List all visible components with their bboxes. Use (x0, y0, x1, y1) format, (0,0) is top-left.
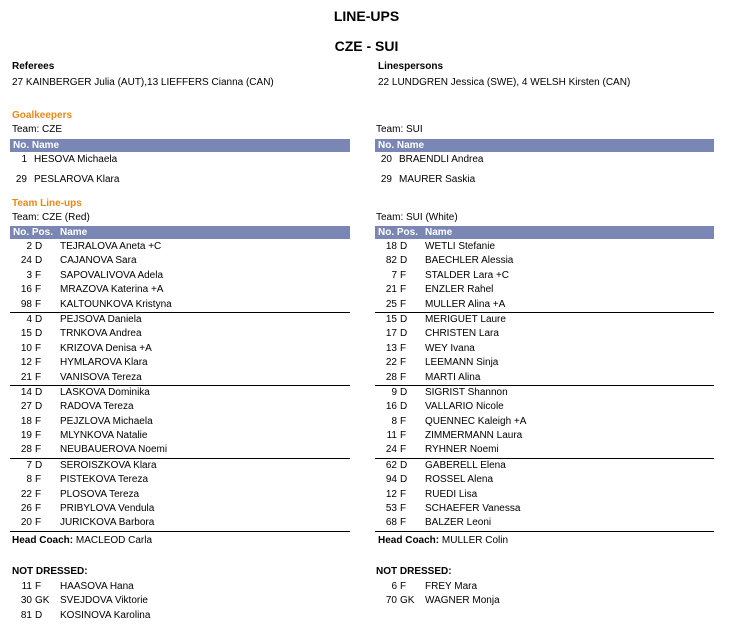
player-name: PEJSOVA Daniela (60, 313, 142, 325)
player-position: F (400, 503, 407, 515)
player-name: MARTI Alina (425, 371, 481, 383)
player-position: D (35, 401, 43, 413)
player-name: NEUBAUEROVA Noemi (60, 444, 168, 456)
referees-label: Referees (12, 61, 55, 72)
player-number: 3 (26, 269, 32, 281)
player-name: ENZLER Rahel (425, 284, 494, 296)
player-row (10, 269, 350, 283)
player-position: D (35, 386, 43, 398)
player-position: F (400, 284, 407, 296)
player-name: VANISOVA Tereza (60, 371, 142, 383)
player-number: 17 (385, 328, 397, 340)
player-name: SVEJDOVA Viktorie (60, 595, 148, 607)
player-name: TEJRALOVA Aneta +C (60, 241, 162, 252)
head-coach-left (12, 535, 152, 546)
player-row (10, 342, 350, 356)
player-row (10, 516, 350, 530)
player-position: GK (35, 595, 50, 607)
player-number: 25 (385, 298, 397, 310)
player-row (10, 240, 350, 254)
player-number: 9 (391, 386, 397, 398)
player-row (10, 298, 350, 312)
player-number: 15 (385, 313, 397, 325)
player-row (375, 400, 714, 414)
player-number: 22 (20, 488, 32, 500)
player-row (375, 516, 714, 530)
player-name: MULLER Alina +A (425, 298, 506, 310)
lineup-list-left (10, 240, 350, 532)
gk-header-left-label: No. Name (13, 140, 60, 151)
player-number: 27 (20, 401, 32, 413)
player-name: PEJZLOVA Michaela (60, 415, 153, 427)
player-position: F (400, 444, 407, 456)
player-position: D (400, 255, 408, 267)
player-number: 13 (385, 342, 397, 354)
player-name: MLYNKOVA Natalie (60, 430, 148, 442)
player-name: LASKOVA Dominika (60, 386, 150, 398)
player-row (10, 400, 350, 414)
player-row (10, 327, 350, 341)
player-name: RADOVA Tereza (60, 401, 134, 413)
player-row (10, 283, 350, 297)
line-separator (10, 531, 350, 532)
player-row (10, 371, 350, 385)
not-dressed-label-right: NOT DRESSED: (376, 566, 452, 577)
player-row (375, 488, 714, 502)
player-position: F (35, 430, 42, 442)
player-row (375, 473, 714, 487)
player-name: FREY Mara (425, 581, 478, 592)
head-coach-label: Head Coach: (12, 535, 74, 546)
player-name: WEY Ivana (425, 342, 475, 354)
player-name: SEROISZKOVA Klara (60, 459, 157, 471)
player-position: F (400, 342, 407, 354)
player-position: F (35, 581, 42, 592)
player-number: 68 (385, 517, 397, 529)
referees-value: 27 KAINBERGER Julia (AUT),13 LIEFFERS Cianna (CAN) (12, 77, 274, 88)
player-number: 7 (391, 269, 397, 281)
player-position: F (35, 415, 42, 427)
player-row (10, 594, 350, 608)
player-position: D (35, 609, 43, 621)
player-number: 21 (385, 284, 397, 296)
player-name: BAECHLER Alessia (425, 255, 514, 267)
player-name: SCHAEFER Vanessa (425, 503, 521, 515)
player-name: CHRISTEN Lara (425, 328, 499, 340)
player-number: 62 (385, 459, 397, 471)
gk-team-left: Team: CZE (12, 124, 63, 135)
player-number: 4 (26, 313, 32, 325)
player-position: D (35, 328, 43, 340)
player-number: 11 (386, 430, 397, 442)
player-row (375, 371, 714, 385)
lineups-section-label: Team Line-ups (12, 198, 82, 209)
player-position: F (400, 415, 407, 427)
player-name: LEEMANN Sinja (425, 357, 499, 369)
head-coach-name: MACLEOD Carla (75, 535, 153, 546)
player-number: 19 (20, 430, 32, 442)
player-number: 28 (20, 444, 32, 456)
player-number: 10 (20, 342, 32, 354)
player-row (10, 488, 350, 502)
player-row (375, 327, 714, 341)
player-row (375, 254, 714, 268)
matchup-title: CZE - SUI (334, 38, 399, 54)
player-row (375, 594, 714, 608)
player-position: D (400, 459, 408, 471)
player-number: 81 (20, 609, 32, 621)
player-number: 28 (385, 371, 397, 383)
player-position: F (400, 269, 407, 281)
player-number: 8 (391, 415, 397, 427)
player-position: F (400, 488, 407, 500)
player-position: F (400, 517, 407, 529)
player-name: SIGRIST Shannon (425, 386, 508, 398)
player-number: 15 (20, 328, 32, 340)
player-name: KOSINOVA Karolina (60, 609, 151, 621)
player-row (10, 458, 350, 473)
player-position: F (35, 284, 42, 296)
player-row (375, 415, 714, 429)
player-row (375, 342, 714, 356)
player-position: GK (400, 595, 415, 607)
gk-team-right: Team: SUI (376, 124, 423, 135)
player-number: 18 (385, 241, 397, 252)
player-row (10, 580, 350, 594)
player-number: 21 (20, 371, 32, 383)
not-dressed-list-left (10, 580, 350, 623)
gk-row-right: 29 MAURER Saskia (380, 174, 476, 185)
player-position: D (400, 386, 408, 398)
player-name: SAPOVALIVOVA Adela (60, 269, 164, 281)
player-row (10, 429, 350, 443)
player-number: 24 (20, 255, 32, 267)
player-name: PLOSOVA Tereza (60, 488, 140, 500)
player-number: 6 (391, 581, 397, 592)
not-dressed-list-right (375, 580, 714, 609)
player-position: F (400, 430, 407, 442)
line-separator (375, 531, 714, 532)
gk-header-right-label: No. Name (378, 140, 425, 151)
player-position: F (35, 503, 42, 515)
player-name: HYMLAROVA Klara (60, 357, 148, 369)
gk-header-left (10, 139, 350, 152)
player-row (10, 609, 350, 623)
player-row (10, 312, 350, 327)
linespersons-label: Linespersons (378, 61, 444, 72)
player-name: CAJANOVA Sara (60, 255, 137, 267)
player-name: JURICKOVA Barbora (60, 517, 155, 529)
player-number: 16 (385, 401, 397, 413)
player-position: F (35, 444, 42, 456)
player-name: STALDER Lara +C (425, 269, 510, 281)
lineup-header-left: No. Pos. Name (10, 226, 350, 239)
player-row (375, 283, 714, 297)
player-row (375, 429, 714, 443)
player-name: PISTEKOVA Tereza (60, 474, 149, 486)
player-number: 94 (385, 474, 397, 486)
player-name: RYHNER Noemi (425, 444, 499, 456)
player-name: BALZER Leoni (425, 517, 492, 529)
player-number: 26 (20, 503, 32, 515)
player-name: WAGNER Monja (425, 595, 500, 607)
player-name: RUEDI Lisa (425, 488, 478, 500)
player-name: PRIBYLOVA Vendula (60, 503, 155, 515)
player-number: 14 (20, 386, 32, 398)
player-name: HAASOVA Hana (60, 581, 134, 592)
player-position: F (35, 298, 42, 310)
player-row (375, 298, 714, 312)
player-row (10, 473, 350, 487)
player-name: KRIZOVA Denisa +A (60, 342, 152, 354)
player-position: D (35, 241, 43, 252)
head-coach-name: MULLER Colin (441, 535, 509, 546)
goalkeepers-section-label: Goalkeepers (12, 110, 73, 121)
player-position: D (35, 255, 43, 267)
player-position: F (400, 357, 407, 369)
player-name: KALTOUNKOVA Kristyna (60, 298, 172, 310)
player-name: TRNKOVA Andrea (60, 328, 142, 340)
player-number: 53 (385, 503, 397, 515)
not-dressed-label-left: NOT DRESSED: (12, 566, 88, 577)
player-row (375, 458, 714, 473)
player-row (375, 240, 714, 254)
player-number: 24 (385, 444, 397, 456)
player-name: GABERELL Elena (425, 459, 506, 471)
player-row (10, 356, 350, 370)
player-row (375, 356, 714, 370)
player-number: 30 (20, 595, 32, 607)
player-number: 20 (20, 517, 32, 529)
player-number: 11 (21, 581, 32, 592)
player-number: 22 (385, 357, 397, 369)
page-title: LINE-UPS (333, 8, 400, 24)
head-coach-label: Head Coach: (378, 535, 440, 546)
player-position: D (400, 241, 408, 252)
gk-row-left: 1 HESOVA Michaela (21, 154, 118, 165)
player-position: D (400, 474, 408, 486)
player-row (375, 312, 714, 327)
lineup-list-right (375, 240, 714, 532)
player-row (375, 269, 714, 283)
player-name: ROSSEL Alena (425, 474, 494, 486)
gk-row-left: 29 PESLAROVA Klara (15, 174, 120, 185)
player-row (10, 415, 350, 429)
player-name: MRAZOVA Katerina +A (60, 284, 164, 296)
player-name: MERIGUET Laure (425, 313, 506, 325)
player-row (10, 502, 350, 516)
player-number: 82 (385, 255, 397, 267)
player-name: ZIMMERMANN Laura (425, 430, 523, 442)
player-number: 16 (20, 284, 32, 296)
head-coach-right (378, 535, 508, 546)
player-number: 7 (26, 459, 32, 471)
lineup-team-left: Team: CZE (Red) (12, 212, 90, 223)
gk-row-right: 20 BRAENDLI Andrea (380, 154, 484, 165)
player-row (10, 385, 350, 400)
player-number: 12 (20, 357, 32, 369)
player-position: D (400, 401, 408, 413)
player-row (10, 254, 350, 268)
player-position: F (35, 488, 42, 500)
player-number: 8 (26, 474, 32, 486)
player-position: F (400, 371, 407, 383)
lineup-header-right: No. Pos. Name (375, 226, 714, 239)
player-position: D (35, 313, 43, 325)
player-row (10, 443, 350, 457)
linespersons-value: 22 LUNDGREN Jessica (SWE), 4 WELSH Kirsten (CAN) (378, 77, 631, 88)
player-number: 18 (20, 415, 32, 427)
player-number: 98 (20, 298, 32, 310)
player-position: F (400, 581, 407, 592)
player-position: F (400, 298, 407, 310)
player-row (375, 580, 714, 594)
lineup-team-right: Team: SUI (White) (376, 212, 458, 223)
player-position: D (400, 313, 408, 325)
player-name: VALLARIO Nicole (425, 401, 504, 413)
player-position: D (35, 459, 43, 471)
player-name: QUENNEC Kaleigh +A (425, 415, 527, 427)
player-position: F (35, 517, 42, 529)
player-row (375, 385, 714, 400)
player-position: F (35, 269, 42, 281)
player-position: D (400, 328, 408, 340)
player-position: F (35, 474, 42, 486)
player-row (375, 443, 714, 457)
player-position: F (35, 371, 42, 383)
player-number: 70 (385, 595, 397, 607)
gk-header-right (375, 139, 714, 152)
player-row (375, 502, 714, 516)
player-position: F (35, 342, 42, 354)
player-name: WETLI Stefanie (425, 241, 496, 252)
player-number: 12 (385, 488, 397, 500)
player-number: 2 (26, 241, 32, 252)
player-position: F (35, 357, 42, 369)
